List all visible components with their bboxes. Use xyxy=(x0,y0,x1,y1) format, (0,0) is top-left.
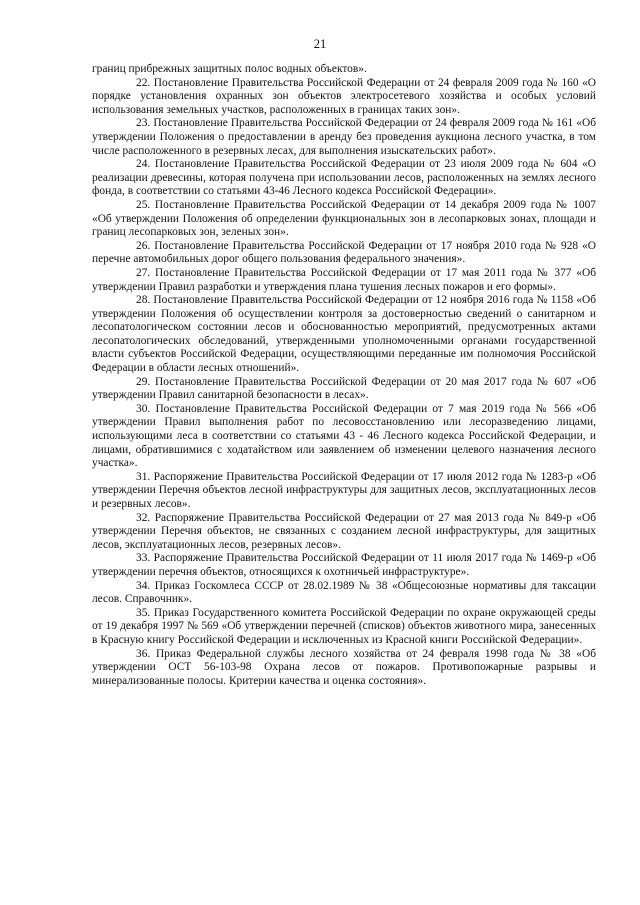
paragraph-item-29: 29. Постановление Правительства Российской Федерации от 20 мая 2017 года № 607 «Об утверждении Правил санитарной безопасности в лесах». xyxy=(92,375,596,402)
paragraph-item-33: 33. Распоряжение Правительства Российской Федерации от 11 июля 2017 года № 1469-р «Об утверждении перечня объектов, относящихся к охотничьей инфраструктуре». xyxy=(92,552,596,578)
paragraph-continuation: границ прибрежных защитных полос водных объектов». xyxy=(92,63,367,75)
paragraph-item-35: 35. Приказ Государственного комитета Российской Федерации по охране окружающей среды от 19 декабря 1997 № 569 «Об утверждении перечней (списков) объектов животного мира, занесенных в Красную книгу Российской Федерации и исключенных из Красной книги Российской Федерации». xyxy=(92,606,596,646)
page-number: 21 xyxy=(313,37,327,51)
paragraph-item-36: 36. Приказ Федеральной службы лесного хозяйства от 24 февраля 1998 года № 38 «Об утверждении ОСТ 56-103-98 Охрана лесов от пожаров. Противопожарные разрывы и минерализованные полосы. Критерии качества и оценка состояния». xyxy=(92,647,596,687)
paragraph-item-32: 32. Распоряжение Правительства Российской Федерации от 27 мая 2013 года № 849-р «Об утверждении Перечня объектов, не связанных с созданием лесной инфраструктуры, для защитных лесов, эксплуатационных лесов, резервных лесов». xyxy=(92,511,596,551)
paragraph-item-30: 30. Постановление Правительства Российской Федерации от 7 мая 2019 года № 566 «Об утверждении Правил выполнения работ по лесовосстановлению или лесоразведению лицами, использующими леса в соответствии со статьями 43 - 46 Лесного кодекса Российской Федерации, и лицами, обратившимися с ходатайством или заявлением об изменении целевого назначения лесного участка». xyxy=(92,402,596,470)
paragraph-item-28: 28. Постановление Правительства Российской Федерации от 12 ноября 2016 года № 1158 «Об утверждении Положения об осуществлении контроля за достоверностью сведений о санитарном и лесопатологическом состоянии лесов и обоснованностью мероприятий, предусмотренных актами лесопатологических обследований, утвержденными уполномоченными органами государственной власти субъектов Российской Федерации, осуществляющими переданные им полномочия Российской Федерации в области лесных отношений». xyxy=(92,294,596,375)
paragraph-item-27: 27. Постановление Правительства Российской Федерации от 17 мая 2011 года № 377 «Об утверждении Правил разработки и утверждения плана тушения лесных пожаров и его формы». xyxy=(92,266,596,293)
paragraph-item-23: 23. Постановление Правительства Российской Федерации от 24 февраля 2009 года № 161 «Об утверждении Положения о предоставлении в аренду без проведения аукциона лесного участка, в том числе расположенного в резервных лесах, для выполнения изыскательских работ». xyxy=(92,117,596,157)
paragraph-item-25: 25. Постановление Правительства Российской Федерации от 14 декабря 2009 года № 1007 «Об утверждении Положения об определении функциональных зон в лесопарковых зонах, площади и границ лесопарковых зон, зеленых зон». xyxy=(92,198,596,239)
page-body xyxy=(92,63,596,688)
paragraph-item-34: 34. Приказ Госкомлеса СССР от 28.02.1989 № 38 «Общесоюзные нормативы для таксации лесов. Справочник». xyxy=(92,579,596,606)
paragraph-item-24: 24. Постановление Правительства Российской Федерации от 23 июля 2009 года № 604 «О реализации древесины, которая получена при использовании лесов, расположенных на землях лесного фонда, в соответствии со статьями 43-46 Лесного кодекса Российской Федерации». xyxy=(92,158,596,198)
paragraph-item-31: 31. Распоряжение Правительства Российской Федерации от 17 июля 2012 года № 1283-р «Об утверждении Перечня объектов лесной инфраструктуры для защитных лесов, эксплуатационных лесов и резервных лесов». xyxy=(92,470,596,510)
paragraph-item-22: 22. Постановление Правительства Российской Федерации от 24 февраля 2009 года № 160 «О порядке установления охранных зон объектов электросетевого хозяйства и особых условий использования земельных участков, расположенных в границах таких зон». xyxy=(92,76,596,116)
paragraph-item-26: 26. Постановление Правительства Российской Федерации от 17 ноября 2010 года № 928 «О перечне автомобильных дорог общего пользования федерального значения». xyxy=(92,239,596,266)
